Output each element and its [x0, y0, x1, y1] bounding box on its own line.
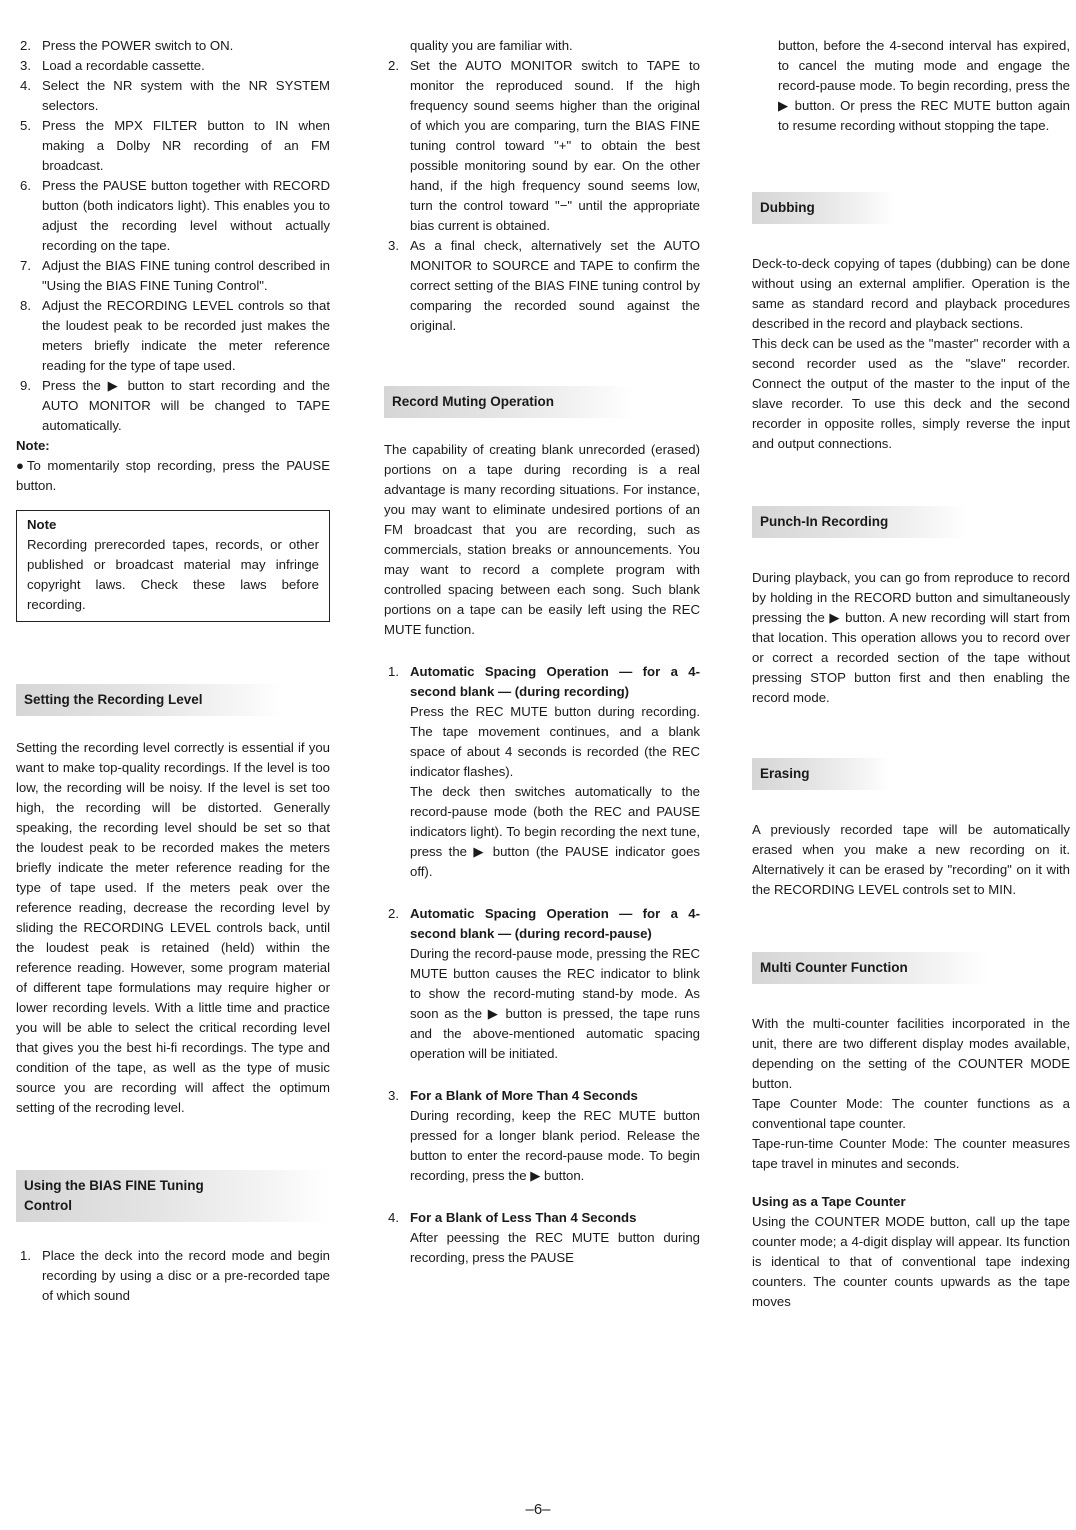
list-item: quality you are familiar with. [410, 38, 573, 53]
note-text: ●To momentarily stop recording, press the PAUSE button. [16, 458, 330, 493]
list-item: 2. Set the AUTO MONITOR switch to TAPE to monitor the reproduced sound. If the high frequency sound seems higher than the original of which you are comparing, turn the BIAS FINE tuning control toward "+" to obtain the best possible monitoring sound by ear. On the other hand, if the high frequency sound seems low, turn the control toward "−" until the appropriate bias current is obtained. [388, 58, 700, 233]
section-heading-multi-counter: Multi Counter Function [752, 952, 988, 984]
dubbing-paragraph-2: This deck can be used as the "master" recorder with a second recorder used as the "slave" recorder. Connect the output of the master to the input of the slave recorder. To use this deck and the second recorder in opposite rolles, simply reverse the input and output connections. [752, 336, 1070, 451]
muting-step-title: Automatic Spacing Operation — for a 4-second blank — (during record-pause) [410, 906, 700, 941]
note-box-title: Note [27, 517, 57, 532]
punch-in-paragraph: During playback, you can go from reproduce to record by holding in the RECORD button and simultaneously pressing the ▶ button. A new recording will start from that location. This operation allows you to record over or correct a recorded section of the tape without pressing STOP button first and then enabling the record mode. [752, 570, 1070, 705]
list-item: 7. Adjust the BIAS FINE tuning control described in "Using the BIAS FINE Tuning Control". [20, 258, 330, 293]
list-item: 4. For a Blank of Less Than 4 Seconds After peessing the REC MUTE button during recording, press the PAUSE [388, 1210, 700, 1265]
list-item: 4. Select the NR system with the NR SYSTEM selectors. [20, 78, 330, 113]
multi-counter-paragraph: With the multi-counter facilities incorporated in the unit, there are two different display modes available, depending on the setting of the COUNTER MODE button. [752, 1016, 1070, 1091]
page-number: –6– [525, 1501, 551, 1518]
note-box-text: Recording prerecorded tapes, records, or other published or broadcast material may infringe copyright laws. Check these laws before recording. [27, 537, 319, 612]
section-heading-punch-in: Punch-In Recording [752, 506, 968, 538]
tape-counter-paragraph: Using the COUNTER MODE button, call up the tape counter mode; a 4-digit display will appear. Its function is identical to that of conventional tape indexing counters. The counter counts upwards as the tape moves [752, 1214, 1070, 1309]
section-heading-recording-level: Setting the Recording Level [16, 684, 283, 716]
list-item: 1. Automatic Spacing Operation — for a 4-second blank — (during recording) Press the REC MUTE button during recording. The tape movement continues, and a blank space of about 4 seconds is recorded (the REC indicator flashes). The deck then switches automatically to the record-pause mode (both the REC and PAUSE indicators light). To begin recording the next tune, press the ▶ button (the PAUSE indicator goes off). [388, 664, 700, 879]
bias-steps-continued [384, 36, 700, 336]
note-label: Note: [16, 438, 50, 453]
copyright-note-box [16, 510, 330, 622]
muting-continued-paragraph: button, before the 4-second interval has expired, to cancel the muting mode and engage the record-pause mode. To begin recording, press the ▶ button. Or press the REC MUTE button again to resume recording without stopping the tape. [778, 38, 1070, 133]
muting-step-title: Automatic Spacing Operation — for a 4-second blank — (during recording) [410, 664, 700, 699]
list-item: 1. Place the deck into the record mode and begin recording by using a disc or a pre-recorded tape of which sound [20, 1248, 330, 1303]
list-item: 3. As a final check, alternatively set the AUTO MONITOR to SOURCE and TAPE to confirm the correct setting of the BIAS FINE tuning control by comparing the recorded sound against the original. [388, 238, 700, 333]
recording-level-paragraph: Setting the recording level correctly is essential if you want to make top-quality recordings. If the level is too low, the recording will be noisy. If the level is set too high, the recording will be distorted. Generally speaking, the recording level should be set so that the loudest peak to be recorded makes the meters briefly indicate the meter reference reading for the type of tape used. If the meters peak over the reference reading, decrease the recording level by sliding the RECORDING LEVEL controls back, until the loudest peak is retained (held) within the reference reading. However, some program material of different tape formulations may require higher or lower recording levels. With a little time and practice you will be able to select the critical recording level that gives you the best hi-fi recordings. The type and condition of the tape, as well as the type of music source you are recording will affect the optimum setting of the recroding level. [16, 740, 330, 1115]
section-heading-erasing: Erasing [752, 758, 890, 790]
list-item: 3. For a Blank of More Than 4 Seconds During recording, keep the REC MUTE button pressed for a longer blank period. Release the button to enter the record-pause mode. To begin recording, press the ▶ button. [388, 1088, 700, 1183]
section-heading-bias-fine: Using the BIAS FINE Tuning Control [16, 1170, 330, 1222]
bias-steps [16, 1246, 330, 1306]
column-left [16, 36, 330, 1306]
column-right [752, 36, 1070, 1312]
list-item: 3. Load a recordable cassette. [20, 58, 205, 73]
list-item: 9. Press the ▶ button to start recording and the AUTO MONITOR will be changed to TAPE automatically. [20, 378, 330, 433]
section-heading-record-muting: Record Muting Operation [384, 386, 634, 418]
list-item: 6. Press the PAUSE button together with RECORD button (both indicators light). This enables you to adjust the recording level without actually recording on the tape. [20, 178, 330, 253]
muting-steps [384, 662, 700, 1268]
list-item: 2. Automatic Spacing Operation — for a 4-second blank — (during record-pause) During the record-pause mode, pressing the REC MUTE button causes the REC indicator to blink to show the record-muting stand-by mode. As soon as the ▶ button is pressed, the tape runs and the above-mentioned automatic spacing operation will be initiated. [388, 906, 700, 1061]
column-middle [384, 36, 700, 1268]
multi-counter-paragraph-3: Tape-run-time Counter Mode: The counter measures tape travel in minutes and seconds. [752, 1136, 1070, 1171]
list-item: 5. Press the MPX FILTER button to IN when making a Dolby NR recording of an FM broadcast. [20, 118, 330, 173]
recording-steps [16, 36, 330, 436]
muting-intro-paragraph: The capability of creating blank unrecorded (erased) portions on a tape during recording is a real advantage is many recording situations. For instance, you may want to eliminate undesired portions of an FM broadcast that you are recording, such as commercials, station breaks or announcements. You may want to record a complete program with controlled spacing between each song. Such blank portions on a tape can be easily left using the REC MUTE function. [384, 442, 700, 637]
multi-counter-paragraph-2: Tape Counter Mode: The counter functions as a conventional tape counter. [752, 1096, 1070, 1131]
dubbing-paragraph: Deck-to-deck copying of tapes (dubbing) can be done without using an external amplifier. Operation is the same as standard record and playback procedures described in the record and playback sections. [752, 256, 1070, 331]
subheading-tape-counter: Using as a Tape Counter [752, 1194, 906, 1209]
list-item: 8. Adjust the RECORDING LEVEL controls so that the loudest peak to be recorded just makes the meters briefly indicate the meter reference reading for the type of tape used. [20, 298, 330, 373]
section-heading-dubbing: Dubbing [752, 192, 895, 224]
muting-step-title: For a Blank of Less Than 4 Seconds [410, 1210, 637, 1225]
list-item: 2. Press the POWER switch to ON. [20, 38, 234, 53]
erasing-paragraph: A previously recorded tape will be automatically erased when you make a new recording on it. Alternatively it can be erased by "recording" on it with the RECORDING LEVEL controls set to MIN. [752, 822, 1070, 897]
muting-step-title: For a Blank of More Than 4 Seconds [410, 1088, 638, 1103]
